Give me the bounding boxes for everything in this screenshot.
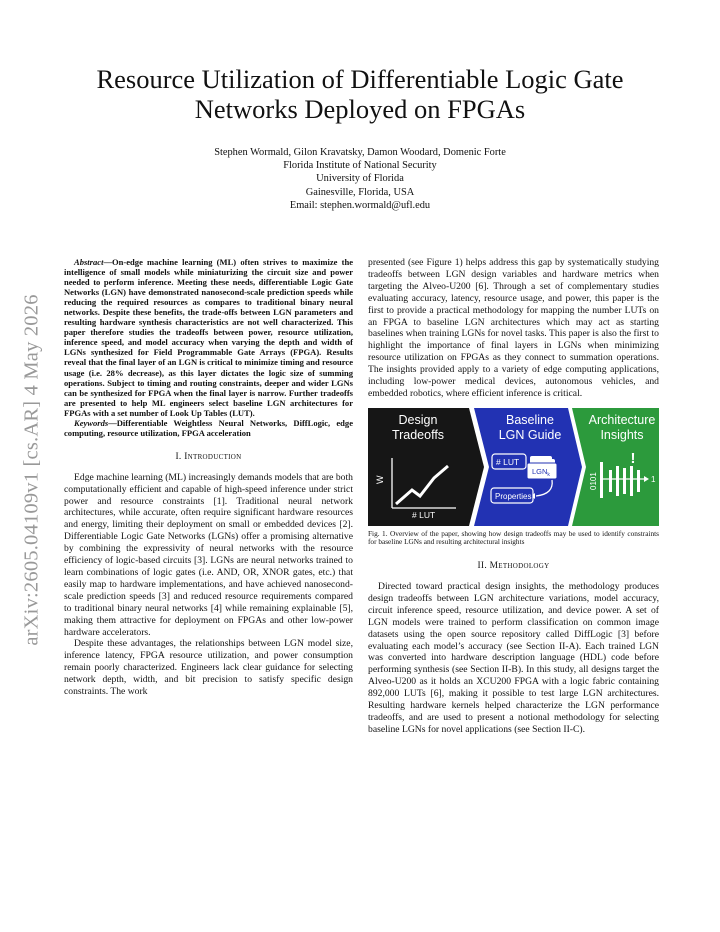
intro-paragraph-1: Edge machine learning (ML) increasingly demands models that are both computationally efficient and capable of high-speed inference under strict power and resource constraints [1]. Traditional neural network architectures, while accurate, often require significant hardware resources and energy, limiting their deployment on small or embedded devices [2]. Differentiable Logic Gate Networks (LGNs) offer a promising alternative by combining the expressivity of neural networks with the resource efficiency of logic-based circuits [3]. LGNs are neural networks trained to learn combinations of logic gates (i.e. AND, OR, XNOR gates, etc.) that easily map to hardware implementations, and have achieved nanosecond-scale prediction speeds [3] and reduced resource requirements compared to traditional binary neural networks [4] while remaining explainable [5], making them attractive for deployment on FPGAs and other low-power hardware accelerators. <box>64 471 353 638</box>
box2-title: Baseline <box>506 412 554 427</box>
section-heading-introduction <box>64 452 353 464</box>
method-paragraph-1: Directed toward practical design insights, the methodology produces design tradeoffs between LGN architecture variations, model accuracy, circuit inference speed, resource utilization, and device power. A set of LGN models were trained to perform classification on common image datasets using the open source repository called DiffLogic [3] before evaluating each model’s accuracy (see Section II-A). Each trained LGN was converted into hardware description language (HDL) code before performing synthesis (see Section II-B). In this study, all designs target the Alveo-U200 as it holds an XCU200 FPGA with a logic fabric containing 892,000 LUTs [6], making it possible to test large LGN architectures. Resulting hardware kernels helped characterize the LGN performance tradeoffs, and are used to present a notional methodology for selecting baseline LGNs for novel applications (see Section II-C). <box>368 580 659 735</box>
right-column <box>368 257 659 736</box>
exclamation-mark: ! <box>630 449 636 467</box>
box3-bits: 0101 <box>589 472 598 490</box>
section-title: Introduction <box>184 451 242 462</box>
abstract-label: Abstract <box>74 257 104 267</box>
box3-output: 1 <box>651 474 656 484</box>
arxiv-watermark <box>12 270 52 670</box>
author-names: Stephen Wormald, Gilon Kravatsky, Damon Woodard, Domenic Forte <box>214 147 506 158</box>
box3-title-line2: Insights <box>600 427 644 442</box>
box1-title: Design <box>398 412 438 427</box>
figure-1-caption: Fig. 1. Overview of the paper, showing how design tradeoffs may be used to identify constraints for baseline LGNs and resulting architectural insights <box>368 528 659 547</box>
section-number: I. <box>175 451 185 462</box>
intro-paragraph-3: presented (see Figure 1) helps address this gap by systematically studying tradeoffs between LGN design variables and hardware metrics when targeting the Alveo-U200 [6]. Through a set of complementary studies evaluating accuracy, latency, resource usage, and power, this paper is the first to provide a practical methodology for mapping the number LUTs on an FPGA to baseline LGN architectures which may act as starting baselines when training LGNs for novel tasks. This paper is also the first to highlight the importance of final layers in LGNs when minimizing resource utilization on FPGAs as they connect to summation operations. The insights provided apply to a variety of edge computing applications, including low-power medical devices, autonomous vehicles, and embedded robotics, where efficient inference is critical. <box>368 257 659 399</box>
arxiv-id: arXiv:2605.04109v1 [cs.AR] 4 May 2026 <box>20 294 43 646</box>
box1-xlabel: # LUT <box>412 509 436 520</box>
email: Email: stephen.wormald@ufl.edu <box>289 199 431 211</box>
figure-1-diagram <box>368 408 659 526</box>
abstract-text: —On-edge machine learning (ML) often strives to maximize the intelligence of small models while miniaturizing the circuit size and power needed to perform inference. Meeting these needs, differentiable Logic Gate Networks (LGN) have demonstrated nanosecond-scale prediction speeds while reducing the required resources as compares to traditional binary neural networks. Despite these benefits, the trade-offs between LGN parameters and resulting hardware synthesis characteristics are not well characterized. This paper therefore studies the tradeoffs between power, resource utilization, inference speed, and model accuracy when varying the depth and width of LGNs synthesized for Field Programmable Gate Arrays (FPGA). Results reveal that the final layer of an LGN is critical to minimize timing and resource usage (i.e. 28% decrease), as this layer dictates the logic size of summing operations. Subject to timing and routing constraints, deeper and wider LGNs can be synthesized for FPGA when the final layer is narrow. Further tradeoffs are presented to help ML engineers select baseline LGN architectures for FPGAs with a set number of Look Up Tables (LUT). <box>64 257 353 418</box>
section-title: Methodology <box>489 561 550 572</box>
box3-title: Architecture <box>588 412 656 427</box>
section-number: II. <box>477 561 490 572</box>
box2-input-label: # LUT <box>496 456 520 467</box>
box2-output-label: Properties <box>495 491 532 501</box>
section-heading-methodology <box>368 561 659 573</box>
affiliation-1: Florida Institute of National Security <box>283 160 437 172</box>
box1-title-line2: Tradeoffs <box>391 427 445 442</box>
intro-paragraph-2: Despite these advantages, the relationships between LGN model size, inference latency, FPGA resource utilization, and power consumption remain poorly characterized. Engineers lack clear guidance for selecting network depth, width, and bit precision to satisfy specific design constraints. The work <box>64 638 353 698</box>
box2-card-label: $LGN_k$ <box>532 466 550 478</box>
author-block <box>60 146 660 212</box>
figure-1 <box>368 408 659 526</box>
keywords-text: —Differentiable Weightless Neural Networks, DiffLogic, edge computing, resource utilization, FPGA acceleration <box>64 417 353 438</box>
affiliation-2: University of Florida <box>316 173 404 185</box>
abstract <box>64 257 353 438</box>
keywords-label: Keywords <box>74 417 109 428</box>
paper-title: Resource Utilization of Differentiable Logic Gate Networks Deployed on FPGAs <box>96 64 624 124</box>
left-column <box>64 257 353 698</box>
location: Gainesville, Florida, USA <box>305 186 415 198</box>
box1-ylabel: W <box>375 475 385 484</box>
box2-title-line2: LGN Guide <box>498 427 562 442</box>
